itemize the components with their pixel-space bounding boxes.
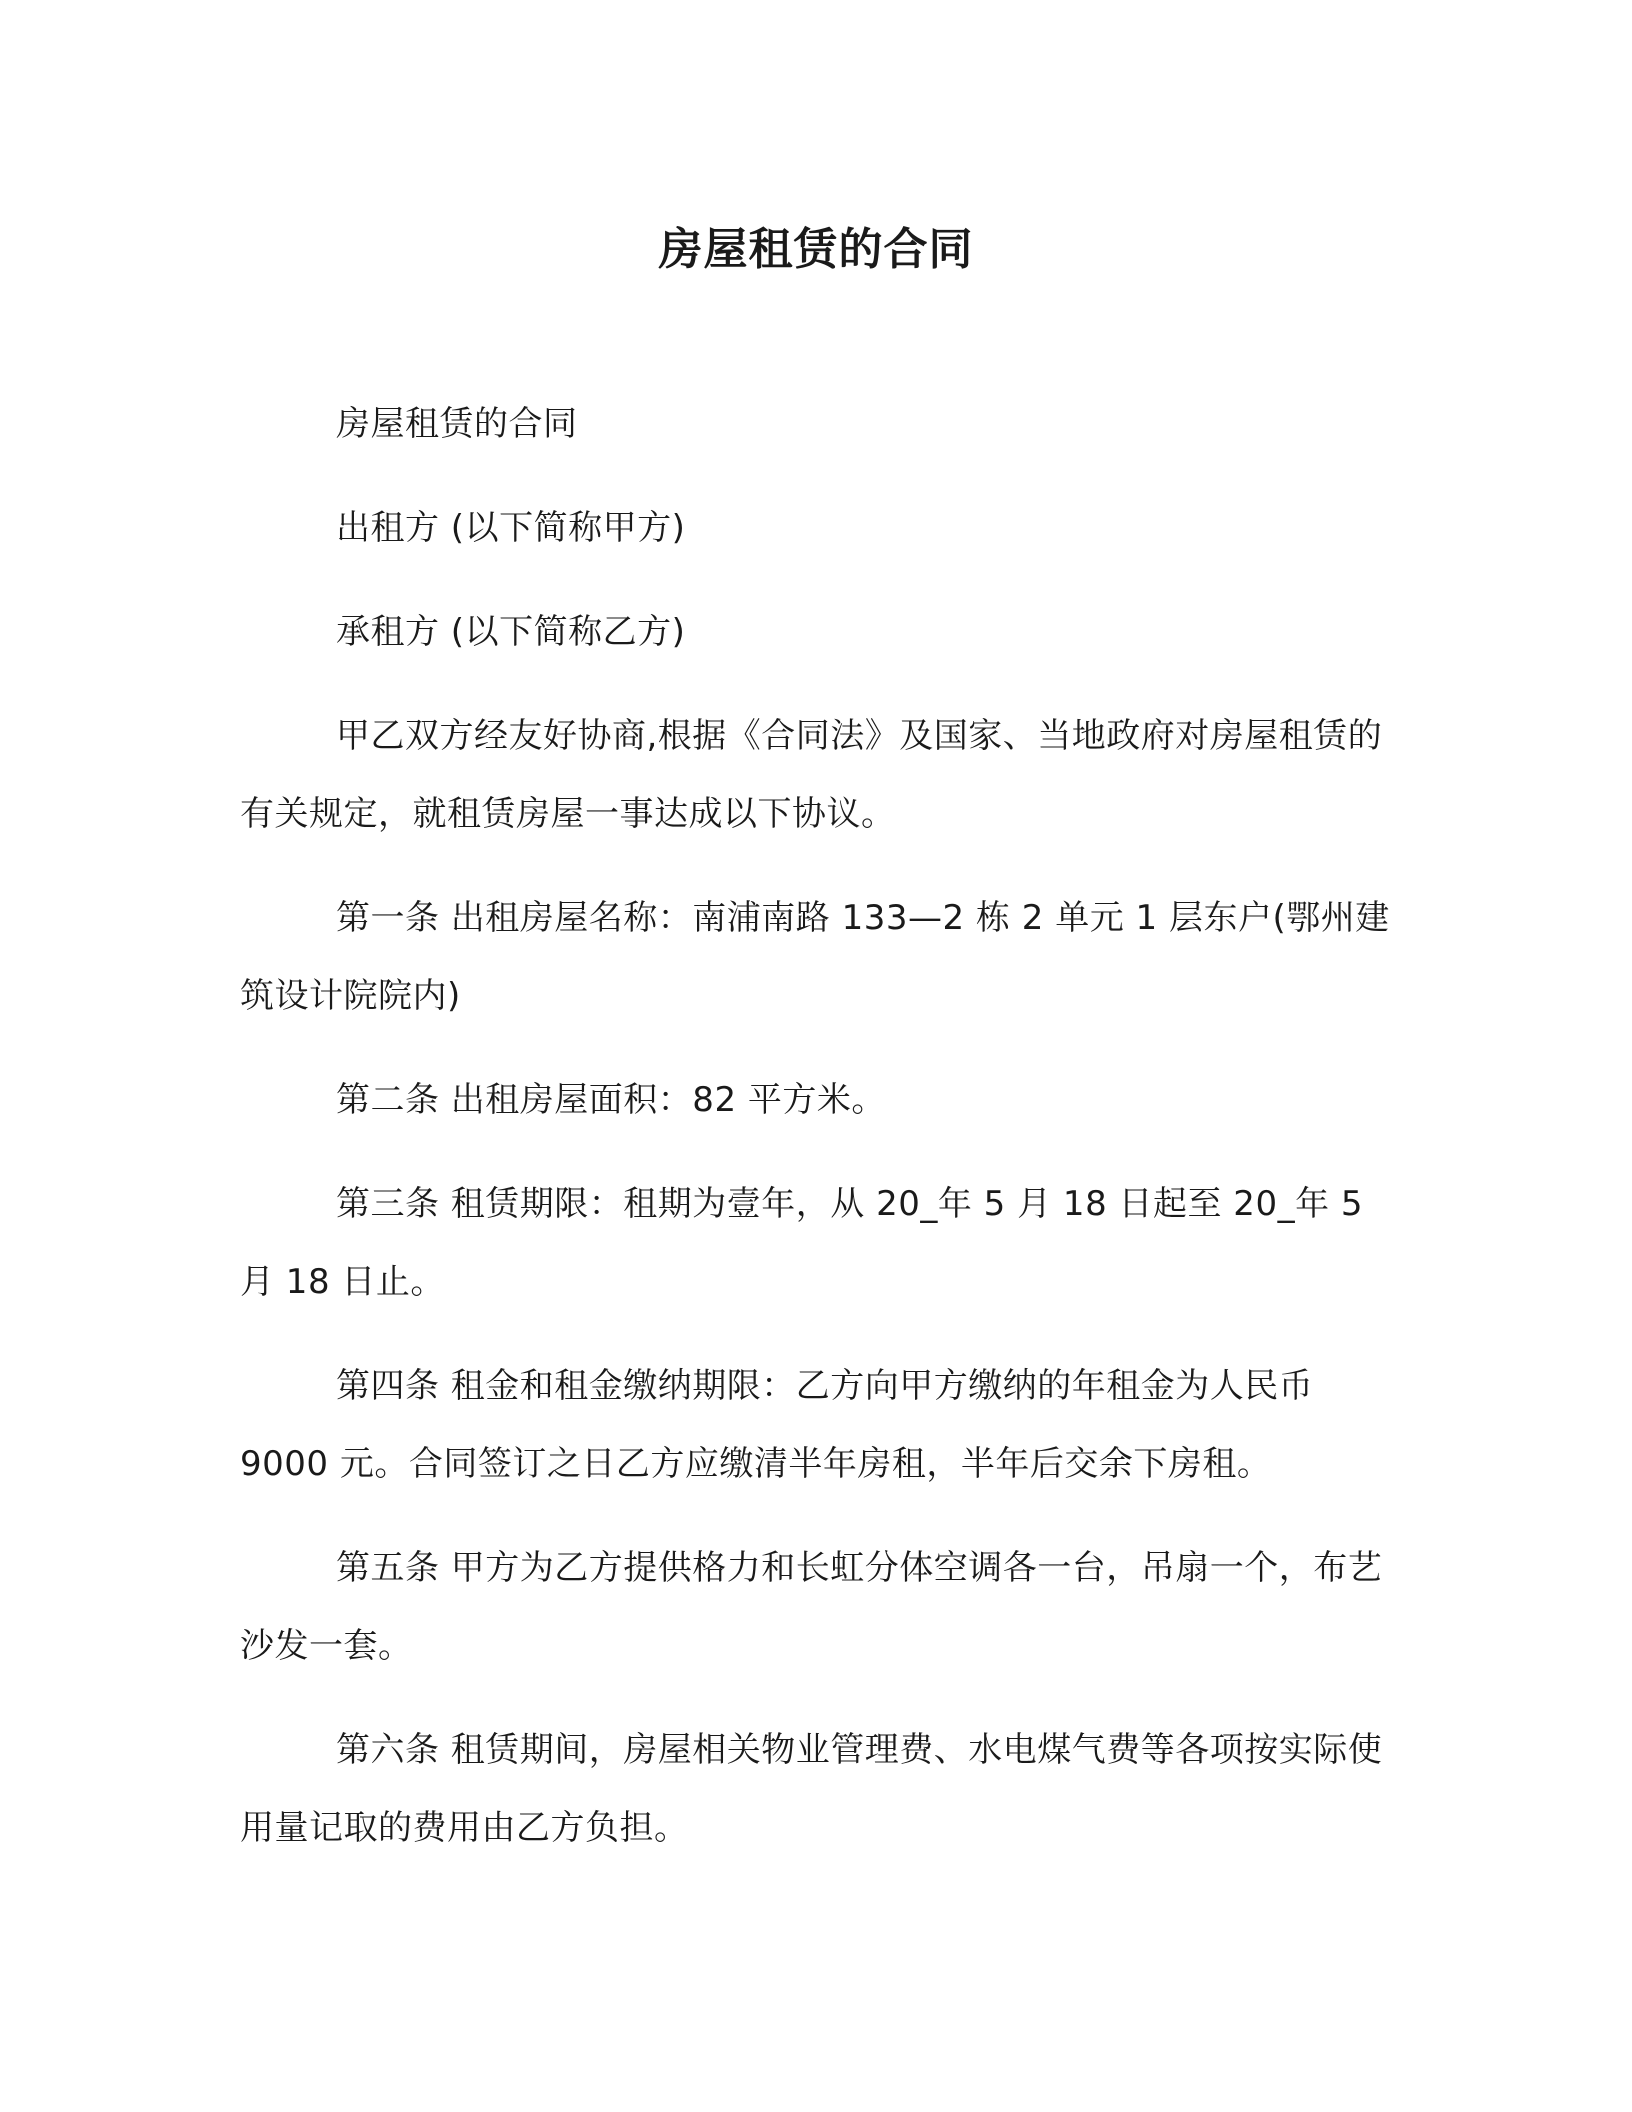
document-title: 房屋租赁的合同 bbox=[658, 224, 974, 275]
paragraph-lessor: 出租方 (以下简称甲方) bbox=[336, 508, 686, 548]
paragraph-article-6: 第六条 租赁期间，房屋相关物业管理费、水电煤气费等各项按实际使用量记取的费用由乙方负担。 bbox=[240, 1730, 1383, 1848]
document-body bbox=[240, 385, 1390, 1893]
paragraph-article-2: 第二条 出租房屋面积：82 平方米。 bbox=[336, 1080, 886, 1120]
paragraph-preamble: 甲乙双方经友好协商,根据《合同法》及国家、当地政府对房屋租赁的有关规定，就租赁房屋一事达成以下协议。 bbox=[240, 716, 1383, 834]
paragraph-article-5: 第五条 甲方为乙方提供格力和长虹分体空调各一台，吊扇一个，布艺沙发一套。 bbox=[240, 1548, 1383, 1666]
paragraph-article-3: 第三条 租赁期限：租期为壹年，从 20_年 5 月 18 日起至 20_年 5 月 18 日止。 bbox=[240, 1184, 1364, 1302]
paragraph-article-1: 第一条 出租房屋名称：南浦南路 133—2 栋 2 单元 1 层东户(鄂州建筑设计院院内) bbox=[240, 898, 1390, 1016]
paragraph-lessee: 承租方 (以下简称乙方) bbox=[336, 612, 686, 652]
paragraph-article-4: 第四条 租金和租金缴纳期限：乙方向甲方缴纳的年租金为人民币 9000 元。合同签订之日乙方应缴清半年房租，半年后交余下房租。 bbox=[240, 1366, 1314, 1484]
paragraph-heading: 房屋租赁的合同 bbox=[336, 404, 578, 444]
